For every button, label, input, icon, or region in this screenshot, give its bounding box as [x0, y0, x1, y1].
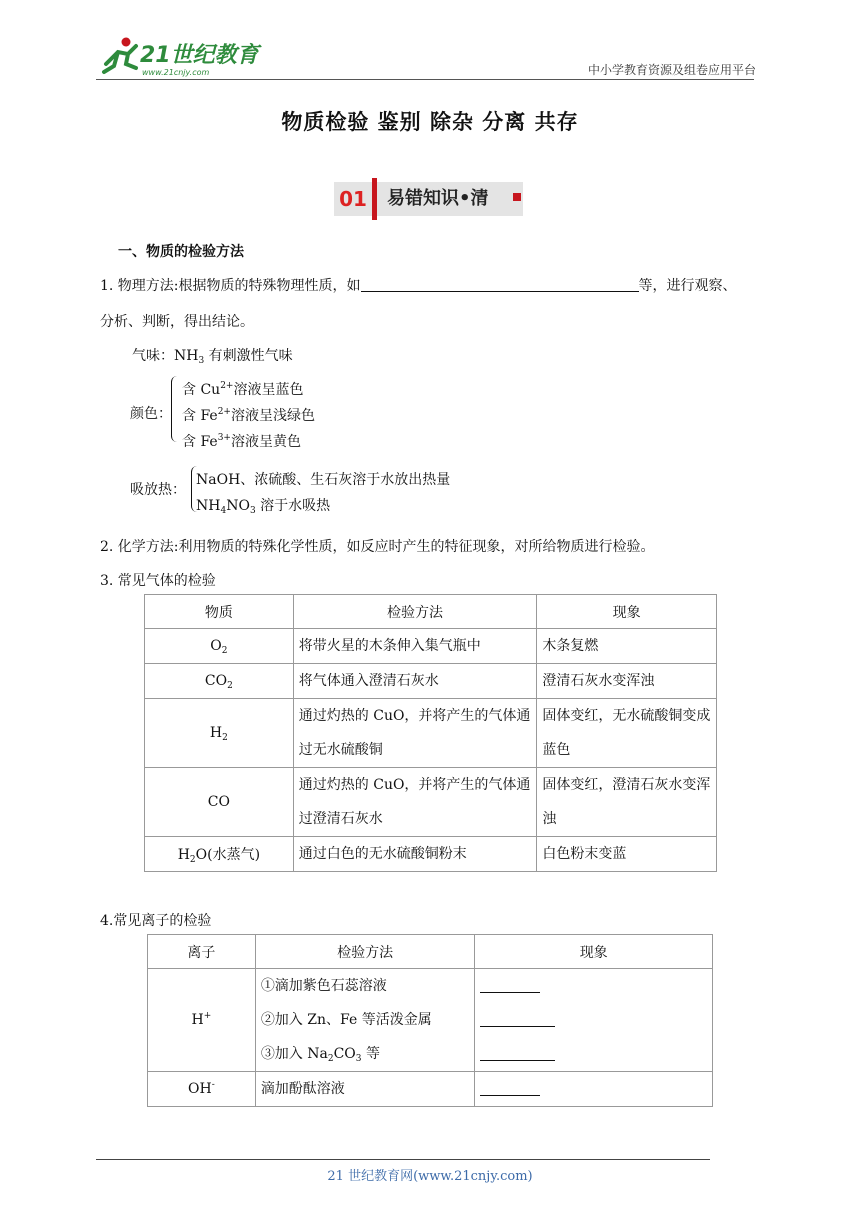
gas-substance: [145, 768, 294, 837]
color-suffix: 溶液呈浅绿色: [230, 408, 315, 424]
fill-in-blank: [361, 277, 639, 292]
gas-method: 通过灼热的 CuO，并将产生的气体通过澄清石灰水: [293, 768, 537, 837]
heat-label: 吸放热：: [130, 482, 186, 498]
odor-sub: 3: [198, 356, 205, 366]
p1-line2: 分析、判断，得出结论。: [100, 314, 254, 330]
color-prefix: 含 Fe: [182, 434, 218, 450]
method-suffix: 等: [361, 1046, 380, 1062]
ion-method: 滴加酚酞溶液: [255, 1072, 475, 1107]
p1-start: 1. 物理方法:根据物质的特殊物理性质，如: [100, 278, 361, 294]
runner-icon: [104, 38, 136, 73]
gas-result: 固体变红，澄清石灰水变浑浊: [537, 768, 717, 837]
table-header-row: [148, 935, 713, 969]
footer-divider: [96, 1159, 710, 1160]
color-suffix: 溶液呈黄色: [230, 434, 301, 450]
formula-sub: 2: [222, 733, 228, 743]
formula-sub: 2: [189, 855, 196, 865]
header-divider: [96, 79, 754, 80]
color-sup: 2+: [220, 381, 234, 391]
ion-detection-table: [147, 934, 713, 1107]
color-item: [182, 431, 301, 451]
ion-symbol: [148, 1072, 256, 1107]
footer-link[interactable]: 21 世纪教育网(www.21cnjy.com): [327, 1169, 533, 1184]
table-header: 物质: [145, 595, 294, 629]
gas-result: 白色粉末变蓝: [537, 837, 717, 872]
color-item: [182, 405, 315, 425]
method-prefix: ③加入 Na: [260, 1046, 328, 1062]
formula-sub: 2: [227, 681, 233, 691]
formula-suffix: O(水蒸气): [195, 847, 261, 863]
heat-sub: 4: [220, 506, 227, 516]
ion-method: ①滴加紫色石蕊溶液: [260, 978, 387, 994]
ion-methods: [255, 969, 475, 1072]
color-sup: 3+: [217, 433, 231, 443]
gas-result: 木条复燃: [537, 629, 717, 664]
gas-result: 固体变红，无水硫酸铜变成蓝色: [537, 699, 717, 768]
table-header: 检验方法: [255, 935, 475, 969]
logo-url: www.21cnjy.com: [142, 68, 210, 77]
gas-substance: [145, 629, 294, 664]
table-row: [145, 629, 717, 664]
color-suffix: 溶液呈蓝色: [233, 382, 304, 398]
section-banner: [334, 178, 524, 220]
ion-symbol: [148, 969, 256, 1072]
ion-results: [475, 1072, 713, 1107]
banner-number: 01: [334, 182, 372, 216]
odor-line: [132, 345, 293, 365]
formula: CO: [207, 794, 230, 810]
answer-blank[interactable]: [480, 1079, 540, 1096]
banner-label: 易错知识•清: [377, 182, 523, 216]
gas-method: 将带火星的木条伸入集气瓶中: [293, 629, 537, 664]
formula: CO: [204, 673, 228, 689]
document-title: 物质检验 鉴别 除杂 分离 共存: [281, 110, 579, 134]
heat-mid: NO: [226, 498, 250, 514]
ion-method: ②加入 Zn、Fe 等活泼金属: [260, 1012, 432, 1028]
answer-blank[interactable]: [480, 1010, 555, 1027]
table-row: [145, 768, 717, 837]
p1-end: 等，进行观察、: [638, 278, 737, 294]
heat-item: NaOH、浓硫酸、生石灰溶于水放出热量: [196, 472, 451, 488]
color-prefix: 含 Fe: [182, 408, 218, 424]
heat-item: [196, 495, 330, 515]
table-header: 现象: [475, 935, 713, 969]
gas-result: 澄清石灰水变浑浊: [537, 664, 717, 699]
formula-sup: -: [211, 1080, 215, 1090]
table-header: 现象: [537, 595, 717, 629]
formula: H: [177, 847, 190, 863]
answer-blank[interactable]: [480, 976, 540, 993]
formula-sub: 2: [221, 646, 228, 656]
odor-suffix: 有刺激性气味: [204, 348, 293, 364]
table-row: [148, 1072, 713, 1107]
method-mid: CO: [333, 1046, 356, 1062]
table-header: 离子: [148, 935, 256, 969]
color-brace: [171, 376, 180, 442]
color-sup: 2+: [217, 407, 231, 417]
answer-blank[interactable]: [480, 1044, 555, 1061]
paragraph-chemical-method: 2. 化学方法:利用物质的特殊化学性质，如反应时产生的特征现象，对所给物质进行检验。: [100, 539, 655, 555]
section-heading: 一、物质的检验方法: [118, 244, 244, 260]
table-row: [145, 699, 717, 768]
formula: H: [191, 1012, 204, 1028]
gas-method: 通过白色的无水硫酸铜粉末: [293, 837, 537, 872]
gas-substance: [145, 837, 294, 872]
gas-method: 通过灼热的 CuO，并将产生的气体通过无水硫酸铜: [293, 699, 537, 768]
paragraph-physical-method: [100, 275, 737, 295]
banner-square-icon: [513, 193, 521, 201]
table-row: [145, 837, 717, 872]
logo-text: 21世纪教育: [140, 43, 259, 68]
ion-table-caption: 4.常见离子的检验: [100, 913, 212, 929]
color-label: 颜色：: [130, 406, 172, 422]
color-item: [182, 379, 303, 399]
heat-suffix: 溶于水吸热: [255, 498, 331, 514]
formula-sub: 2: [327, 1054, 334, 1064]
table-header: 检验方法: [293, 595, 537, 629]
heat-prefix: NH: [196, 498, 221, 514]
formula-sup: +: [203, 1011, 212, 1021]
gas-substance: [145, 664, 294, 699]
color-prefix: 含 Cu: [182, 382, 221, 398]
formula-sub: 3: [355, 1054, 362, 1064]
formula: O: [210, 638, 222, 654]
gas-table-caption: 3. 常见气体的检验: [100, 573, 216, 589]
gas-method: 将气体通入澄清石灰水: [293, 664, 537, 699]
gas-detection-table: [144, 594, 717, 872]
gas-substance: [145, 699, 294, 768]
table-row: [148, 969, 713, 1072]
ion-method: [261, 1037, 470, 1071]
formula: H: [209, 725, 223, 741]
platform-name: 中小学教育资源及组卷应用平台: [587, 63, 756, 77]
heat-sub: 3: [249, 506, 256, 516]
table-row: [145, 664, 717, 699]
formula: OH: [188, 1081, 212, 1097]
table-header-row: [145, 595, 717, 629]
ion-results: [475, 969, 713, 1072]
odor-prefix: 气味：NH: [132, 348, 199, 364]
site-logo: [96, 34, 266, 80]
